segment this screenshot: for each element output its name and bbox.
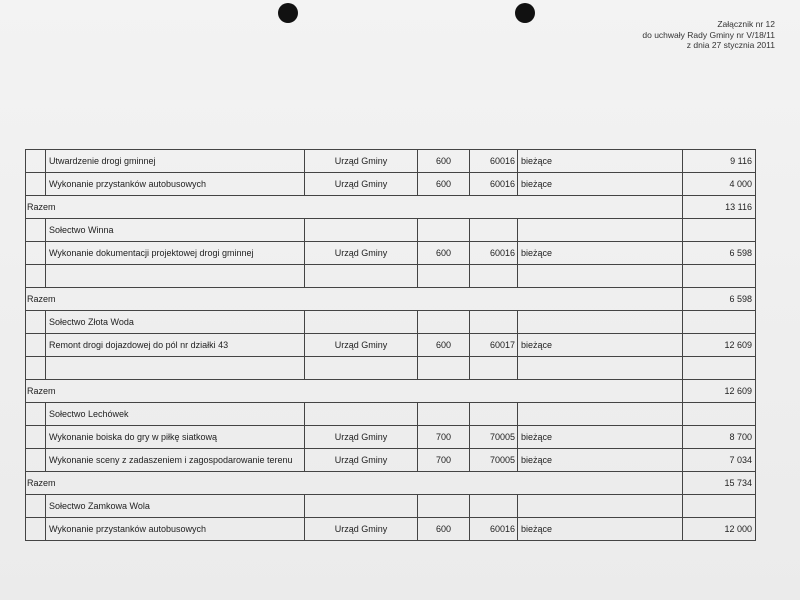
unit-cell: Urząd Gminy xyxy=(305,334,418,357)
empty-row xyxy=(26,265,756,288)
header-line-date: z dnia 27 stycznia 2011 xyxy=(686,40,775,51)
expense-type-cell: bieżące xyxy=(518,150,683,173)
amount-cell: 9 116 xyxy=(683,150,756,173)
unit-cell: Urząd Gminy xyxy=(305,518,418,541)
expense-type-cell: bieżące xyxy=(518,449,683,472)
amount-cell: 4 000 xyxy=(683,173,756,196)
chapter-cell: 60017 xyxy=(470,334,518,357)
subtotal-label: Razem xyxy=(26,288,683,311)
table-row xyxy=(26,334,756,357)
subtotal-amount: 6 598 xyxy=(683,288,756,311)
subtotal-row xyxy=(26,196,756,219)
section-cell: 600 xyxy=(418,518,470,541)
subtotal-label: Razem xyxy=(26,472,683,495)
indent-cell xyxy=(26,426,46,449)
section-cell: 600 xyxy=(418,242,470,265)
section-cell: 600 xyxy=(418,150,470,173)
attachment-header xyxy=(642,19,775,51)
section-cell: 600 xyxy=(418,173,470,196)
expense-type-cell: bieżące xyxy=(518,173,683,196)
amount-cell: 7 034 xyxy=(683,449,756,472)
subtotal-amount: 13 116 xyxy=(683,196,756,219)
village-name: Sołectwo Zamkowa Wola xyxy=(46,495,305,518)
subtotal-label: Razem xyxy=(26,380,683,403)
subtotal-amount: 15 734 xyxy=(683,472,756,495)
subtotal-amount: 12 609 xyxy=(683,380,756,403)
amount-cell: 12 000 xyxy=(683,518,756,541)
amount-cell: 6 598 xyxy=(683,242,756,265)
expense-type-cell: bieżące xyxy=(518,334,683,357)
chapter-cell: 70005 xyxy=(470,449,518,472)
indent-cell xyxy=(26,449,46,472)
village-name: Sołectwo Winna xyxy=(46,219,305,242)
section-cell: 600 xyxy=(418,334,470,357)
subtotal-row xyxy=(26,288,756,311)
amount-cell: 8 700 xyxy=(683,426,756,449)
table-row xyxy=(26,449,756,472)
indent-cell xyxy=(26,219,46,242)
expense-type-cell: bieżące xyxy=(518,242,683,265)
unit-cell: Urząd Gminy xyxy=(305,150,418,173)
indent-cell xyxy=(26,518,46,541)
indent-cell xyxy=(26,334,46,357)
task-cell: Wykonanie sceny z zadaszeniem i zagospodarowanie terenu xyxy=(46,449,305,472)
task-cell: Wykonanie boiska do gry w piłkę siatkową xyxy=(46,426,305,449)
task-cell: Wykonanie przystanków autobusowych xyxy=(46,173,305,196)
subtotal-label: Razem xyxy=(26,196,683,219)
table-row xyxy=(26,173,756,196)
indent-cell xyxy=(26,403,46,426)
subtotal-row xyxy=(26,380,756,403)
indent-cell xyxy=(26,173,46,196)
chapter-cell: 70005 xyxy=(470,426,518,449)
punch-hole-left xyxy=(278,3,298,23)
subtotal-row xyxy=(26,472,756,495)
expense-type-cell: bieżące xyxy=(518,426,683,449)
table-row xyxy=(26,150,756,173)
expense-type-cell: bieżące xyxy=(518,518,683,541)
indent-cell xyxy=(26,495,46,518)
task-cell: Wykonanie dokumentacji projektowej drogi gminnej xyxy=(46,242,305,265)
section-cell: 700 xyxy=(418,426,470,449)
unit-cell: Urząd Gminy xyxy=(305,242,418,265)
chapter-cell: 60016 xyxy=(470,518,518,541)
table-row xyxy=(26,518,756,541)
chapter-cell: 60016 xyxy=(470,173,518,196)
indent-cell xyxy=(26,242,46,265)
village-header-row xyxy=(26,311,756,334)
indent-cell xyxy=(26,311,46,334)
village-name: Sołectwo Lechówek xyxy=(46,403,305,426)
unit-cell: Urząd Gminy xyxy=(305,449,418,472)
empty-row xyxy=(26,357,756,380)
budget-table xyxy=(25,149,756,541)
village-header-row xyxy=(26,495,756,518)
amount-cell: 12 609 xyxy=(683,334,756,357)
indent-cell xyxy=(26,150,46,173)
table-row xyxy=(26,242,756,265)
table-row xyxy=(26,426,756,449)
village-header-row xyxy=(26,219,756,242)
punch-hole-right xyxy=(515,3,535,23)
village-header-row xyxy=(26,403,756,426)
task-cell: Wykonanie przystanków autobusowych xyxy=(46,518,305,541)
chapter-cell: 60016 xyxy=(470,242,518,265)
task-cell: Remont drogi dojazdowej do pól nr działki 43 xyxy=(46,334,305,357)
header-line-resolution: do uchwały Rady Gminy nr V/18/11 xyxy=(642,29,775,40)
section-cell: 700 xyxy=(418,449,470,472)
task-cell: Utwardzenie drogi gminnej xyxy=(46,150,305,173)
unit-cell: Urząd Gminy xyxy=(305,173,418,196)
header-line-attachment: Załącznik nr 12 xyxy=(717,19,775,29)
unit-cell: Urząd Gminy xyxy=(305,426,418,449)
village-name: Sołectwo Złota Woda xyxy=(46,311,305,334)
chapter-cell: 60016 xyxy=(470,150,518,173)
